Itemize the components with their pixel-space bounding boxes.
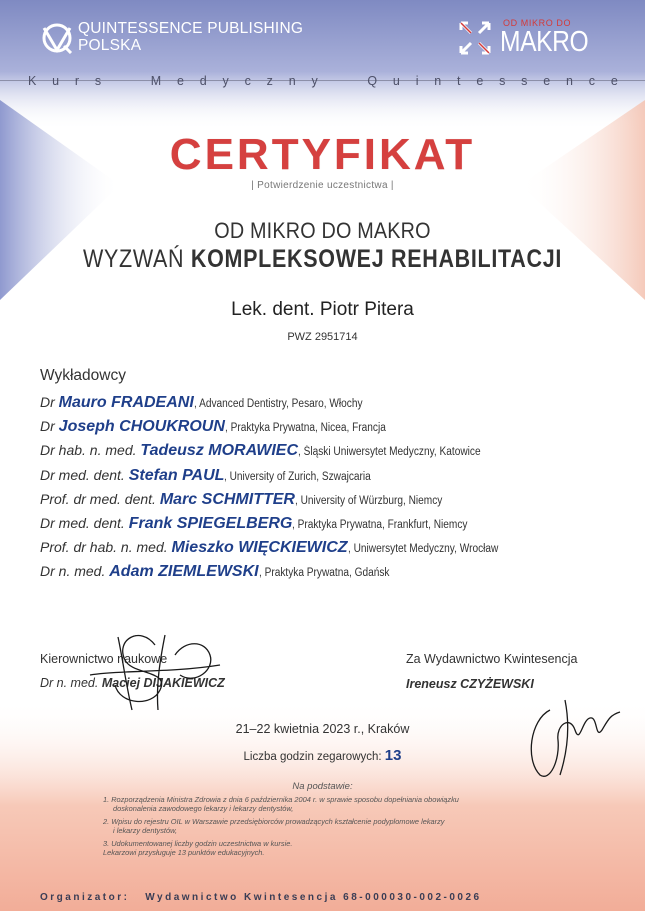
lecturer-row	[40, 491, 640, 515]
lecturer-name: Adam ZIEMLEWSKI	[109, 563, 259, 581]
lecturer-affiliation: , Śląski Uniwersytet Medyczny, Katowice	[298, 446, 481, 459]
event-hours	[0, 747, 645, 764]
course-letter: n	[288, 74, 296, 88]
signature-right-role: Za Wydawnictwo Kwintesencja	[406, 652, 578, 666]
course-title-line-2	[45, 245, 600, 274]
course-title-line-1: OD MIKRO DO MAKRO	[214, 218, 431, 243]
lecturer-affiliation: , University of Würzburg, Niemcy	[294, 494, 443, 507]
course-letter: Q	[367, 74, 378, 88]
course-letter: n	[566, 74, 573, 88]
course-letter: e	[476, 74, 484, 88]
hours-label: Liczba godzin zegarowych:	[243, 751, 385, 763]
lecturer-name: Joseph CHOUKROUN	[58, 418, 225, 436]
lecturer-affiliation: , University of Zurich, Szwajcaria	[224, 470, 372, 483]
event-date-place: 21–22 kwietnia 2023 r., Kraków	[235, 722, 410, 736]
course-letter: s	[499, 74, 506, 88]
course-letter: r	[74, 74, 80, 88]
course-letter: e	[543, 74, 551, 88]
course-banner	[28, 74, 618, 88]
title-arrow-left-icon: →	[117, 144, 137, 166]
basis-item-line-2: Lekarzowi przysługuje 13 punktów edukacyjnych.	[103, 848, 265, 857]
lecturer-title: Dr	[40, 418, 55, 435]
basis-item-line-2: doskonalenia zawodowego lekarzy i lekarzy dentystów,	[113, 804, 294, 813]
lecturer-name: Frank SPIEGELBERG	[128, 514, 293, 532]
certificate-title: CERTYFIKAT	[169, 130, 476, 179]
course-letter: e	[610, 74, 618, 88]
course-letter: s	[521, 74, 528, 88]
lecturer-title: Dr n. med.	[40, 563, 106, 580]
makro-arrows-icon	[457, 19, 493, 57]
course-letter: n	[434, 74, 442, 88]
title-arrow-right-icon: ←	[497, 144, 517, 166]
course-letter: K	[28, 74, 37, 88]
publisher-name	[78, 20, 303, 54]
lecturer-title: Dr med. dent.	[40, 466, 125, 483]
publisher-line-2: POLSKA	[78, 37, 142, 54]
lecturer-title: Prof. dr med. dent.	[40, 490, 156, 507]
basis-item-line-1: 3. Udokumentowanej liczby godzin uczestnictwa w kursie.	[103, 839, 293, 848]
course-letter: s	[94, 74, 102, 88]
course-title-normal: WYZWAŃ	[83, 245, 191, 273]
certificate-subtitle: | Potwierdzenie uczestnictwa |	[251, 180, 394, 191]
basis-list	[103, 795, 553, 861]
course-letter: c	[588, 74, 596, 88]
course-letter: u	[52, 74, 60, 88]
participant-name: Lek. dent. Piotr Pitera	[231, 299, 414, 320]
lecturer-title: Dr med. dent.	[40, 514, 125, 531]
course-letter: c	[244, 74, 251, 88]
makro-small-text: OD MIKRO DO	[503, 18, 572, 28]
handwritten-signature-right	[520, 690, 630, 785]
lecturer-affiliation: , Praktyka Prywatna, Frankfurt, Niemcy	[292, 518, 468, 531]
lecturer-name: Mauro FRADEANI	[58, 394, 194, 411]
publisher-line-1: QUINTESSENCE PUBLISHING	[78, 20, 304, 37]
quintessence-logo-icon	[40, 22, 74, 54]
lecturers-heading: Wykładowcy	[40, 367, 126, 384]
course-letter: i	[415, 74, 419, 88]
lecturer-name: Mieszko WIĘCKIEWICZ	[171, 539, 348, 557]
signature-left-person: Maciej DIJAKIEWICZ	[101, 676, 225, 690]
lecturer-row	[40, 515, 640, 539]
basis-item	[103, 839, 553, 857]
basis-item-line-1: 2. Wpisu do rejestru OIL w Warszawie przedsiębiorców prowadzących kształcenie podyplomowe lekarzy	[103, 817, 445, 826]
basis-item	[103, 817, 553, 835]
course-letter: t	[457, 74, 461, 88]
lecturer-title: Dr	[40, 394, 55, 410]
course-letter: d	[199, 74, 207, 88]
basis-item	[103, 795, 553, 813]
lecturer-name: Marc SCHMITTER	[159, 490, 295, 508]
lecturer-affiliation: , Praktyka Prywatna, Nicea, Francja	[224, 422, 386, 435]
course-letter: u	[392, 74, 400, 88]
lecturer-affiliation: , Advanced Dentistry, Pesaro, Włochy	[193, 398, 363, 410]
course-letter: y	[311, 74, 318, 88]
course-letter: z	[266, 74, 273, 88]
course-letter: M	[150, 74, 162, 88]
handwritten-signature-left	[60, 615, 230, 715]
lecturer-row	[40, 467, 640, 491]
lecturer-row	[40, 539, 640, 563]
participant-pwz: PWZ 2951714	[287, 331, 358, 343]
basis-item-line-2: i lekarzy dentystów,	[113, 826, 178, 835]
makro-logo-text: MAKRO	[500, 26, 589, 58]
organizer-footer: Organizator: Wydawnictwo Kwintesencja 68-000030-002-0026	[40, 892, 482, 903]
lecturer-affiliation: , Praktyka Prywatna, Gdańsk	[258, 567, 390, 580]
lecturer-row	[40, 563, 640, 587]
lecturer-title: Dr hab. n. med.	[40, 442, 137, 459]
basis-heading: Na podstawie:	[292, 781, 353, 792]
lecturer-name: Tadeusz MORAWIEC	[140, 442, 299, 460]
lecturer-affiliation: , Uniwersytet Medyczny, Wrocław	[347, 543, 498, 556]
course-letter: e	[177, 74, 184, 88]
lecturer-row	[40, 394, 640, 418]
signature-left-title: Dr n. med.	[40, 676, 102, 690]
signature-left-role: Kierownictwo naukowe	[40, 652, 168, 666]
basis-item-line-1: 1. Rozporządzenia Ministra Zdrowia z dnia 6 października 2004 r. w sprawie sposobu dopełniania obowiązku	[103, 795, 459, 804]
signature-right-name: Ireneusz CZYŻEWSKI	[406, 677, 534, 691]
course-title-bold: KOMPLEKSOWEJ REHABILITACJI	[190, 245, 562, 273]
course-letter: y	[222, 74, 229, 88]
hours-value: 13	[384, 747, 402, 764]
lecturers-list	[40, 394, 640, 588]
lecturer-name: Stefan PAUL	[128, 466, 225, 484]
lecturer-row	[40, 442, 640, 466]
lecturer-title: Prof. dr hab. n. med.	[40, 539, 168, 556]
lecturer-row	[40, 418, 640, 442]
